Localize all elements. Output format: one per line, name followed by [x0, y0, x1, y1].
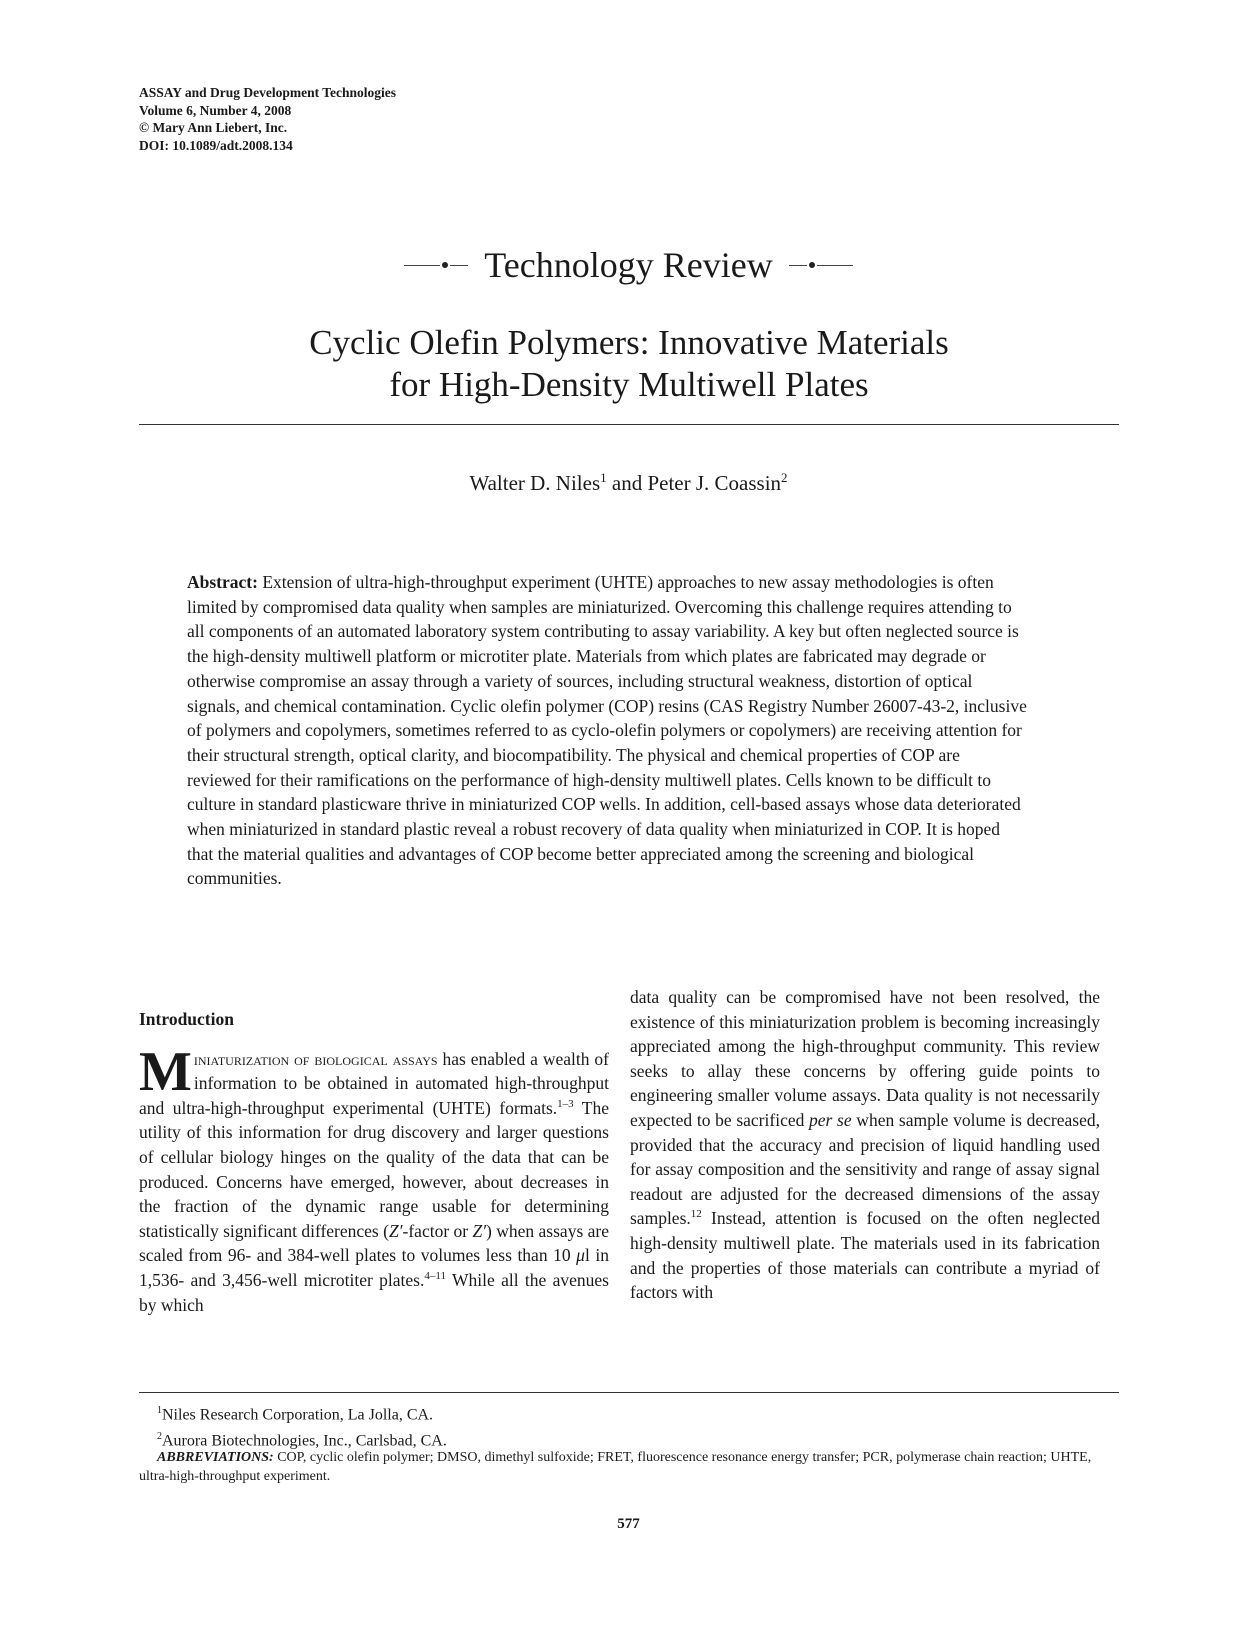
footnote-text: Aurora Biotechnologies, Inc., Carlsbad, CA. — [162, 1432, 447, 1450]
footnote-divider — [139, 1392, 1119, 1393]
abbreviations — [139, 1448, 1119, 1486]
intro-paragraph — [139, 1040, 609, 1318]
body-text: l in 1,536- and 3,456-well microtiter plates. — [139, 1245, 609, 1290]
body-column-right — [630, 987, 1100, 1305]
author-name: Peter J. Coassin — [647, 471, 782, 495]
intro-paragraph-continued — [630, 985, 1100, 1305]
section-heading: Introduction — [139, 1009, 234, 1029]
body-text: The utility of this information for drug discovery and larger questions of cellular biology hinges on the quality of the data that can be produced. Concerns have emerged, however, about decreases in the fraction of the dynamic range usable for determining statistically significant differences ( — [139, 1097, 609, 1241]
body-text: when sample volume is decreased, provided that the accuracy and precision of liquid handling used for assay composition and the sensitivity and range of assay signal readout are adjusted for the decreased dimensions of the assay samples. — [630, 1109, 1100, 1229]
footnotes — [157, 1400, 447, 1453]
body-column-left — [139, 1007, 609, 1317]
drop-cap: M — [139, 1040, 192, 1103]
author-conjunction: and — [606, 471, 648, 495]
abstract — [187, 570, 1027, 891]
abstract-label: Abstract: — [187, 572, 258, 592]
body-text: Instead, attention is focused on the often neglected high-density multiwell plate. The materials used in its fabrication and the properties of those materials can contribute a myriad of factors with — [630, 1208, 1100, 1303]
title-divider — [139, 424, 1119, 425]
journal-publisher: © Mary Ann Liebert, Inc. — [139, 120, 288, 135]
journal-name: ASSAY and Drug Development Technologies — [139, 85, 397, 100]
body-text: -factor or — [402, 1220, 473, 1241]
author-name: Walter D. Niles — [469, 471, 601, 495]
z-factor-symbol: Z′ — [472, 1220, 487, 1241]
footnote-marker: 1 — [157, 1405, 162, 1416]
banner-ornament-right — [789, 262, 853, 268]
article-title-line1: Cyclic Olefin Polymers: Innovative Materials — [309, 323, 949, 362]
body-text: ) when assays are scaled from 96- and 384-well plates to volumes less than 10 — [139, 1220, 609, 1266]
body-text: While all the avenues by which — [139, 1269, 609, 1315]
article-title-line2: for High-Density Multiwell Plates — [389, 365, 869, 404]
footnote-marker: 2 — [157, 1431, 162, 1443]
affiliation-marker: 2 — [781, 470, 788, 485]
z-factor-symbol: Z′ — [388, 1220, 403, 1241]
reference-marker: 12 — [690, 1208, 702, 1221]
lead-in-smallcaps: iniaturization of biological assays — [193, 1048, 438, 1069]
section-banner — [0, 240, 1257, 290]
section-title: Technology Review — [484, 245, 773, 285]
body-text: has enabled a wealth of information to be obtained in automated high-throughput and ultra-high-throughput experimental (UHTE) formats. — [139, 1048, 609, 1118]
journal-info — [139, 84, 396, 154]
banner-ornament-left — [404, 262, 468, 268]
footnote-text: Niles Research Corporation, La Jolla, CA. — [162, 1406, 434, 1424]
abbreviations-label: ABBREVIATIONS: — [157, 1450, 274, 1465]
journal-doi: DOI: 10.1089/adt.2008.134 — [139, 137, 293, 153]
footnote-1 — [157, 1400, 447, 1426]
abbreviations-text: COP, cyclic olefin polymer; DMSO, dimethyl sulfoxide; FRET, fluorescence resonance energy transfer; PCR, polymerase chain reaction; UHTE, ultra-high-throughput experiment. — [139, 1450, 1092, 1484]
reference-marker: 4–11 — [424, 1270, 446, 1283]
italic-term: per se — [809, 1109, 852, 1130]
page-number: 577 — [617, 1516, 640, 1532]
reference-marker: 1–3 — [557, 1097, 574, 1110]
micro-symbol: μ — [576, 1245, 585, 1266]
abstract-text: Extension of ultra-high-throughput experiment (UHTE) approaches to new assay methodologies is often limited by compromised data quality when samples are miniaturized. Overcoming this challenge requires attending to all components of an automated laboratory system contributing to assay variability. A key but often neglected source is the high-density multiwell platform or microtiter plate. Materials from which plates are fabricated may degrade or otherwise compromise an assay through a variety of sources, including structural weakness, distortion of optical signals, and chemical contamination. Cyclic olefin polymer (COP) resins (CAS Registry Number 26007-43-2, inclusive of polymers and copolymers, sometimes referred to as cyclo-olefin polymers or copolymers) are receiving attention for their structural strength, optical clarity, and biocompatibility. The physical and chemical properties of COP are reviewed for their ramifications on the performance of high-density multiwell plates. Cells known to be difficult to culture in standard plasticware thrive in miniaturized COP wells. In addition, cell-based assays whose data deteriorated when miniaturized in standard plastic reveal a robust recovery of data quality when miniaturized in COP. It is hoped that the material qualities and advantages of COP become better appreciated among the screening and biological communities. — [187, 572, 1027, 889]
affiliation-marker: 1 — [600, 470, 607, 485]
body-text: data quality can be compromised have not been resolved, the existence of this miniaturization problem is becoming increasingly appreciated among the high-throughput community. This review seeks to allay these concerns by offering guide points to engineering smaller volume assays. Data quality is not necessarily expected to be sacrificed — [630, 987, 1100, 1130]
journal-volume: Volume 6, Number 4, 2008 — [139, 102, 292, 118]
article-title — [139, 322, 1119, 406]
author-list — [0, 470, 1257, 496]
